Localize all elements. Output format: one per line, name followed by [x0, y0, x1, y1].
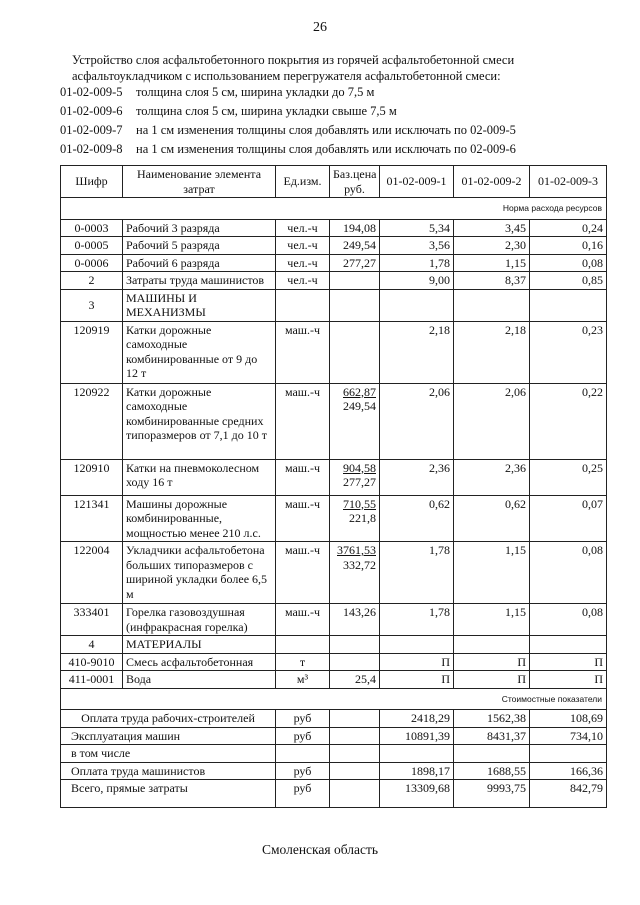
cell-unit: чел.-ч [276, 254, 330, 272]
col-header-price: Баз.цена руб. [330, 166, 380, 198]
cell-name: Затраты труда машинистов [123, 272, 276, 290]
table-row [61, 459, 607, 495]
cell-v3: П [530, 653, 607, 671]
cost-label: Стоимостные показатели [61, 688, 607, 710]
cell-price: 277,27 [330, 254, 380, 272]
cell-price [330, 542, 380, 604]
total-unit: руб [276, 727, 330, 745]
cell-unit: маш.-ч [276, 542, 330, 604]
cell-name: Катки дорожные самоходные комбинированные средних типоразмеров от 7,1 до 10 т [123, 383, 276, 459]
cell-name: МАТЕРИАЛЫ [123, 636, 276, 654]
price-top: 710,55 [343, 496, 376, 511]
cell-v1: 1,78 [380, 604, 454, 636]
total-unit: руб [276, 710, 330, 728]
total-row [61, 710, 607, 728]
cell-v3: 0,23 [530, 321, 607, 383]
code-id: 01-02-009-6 [60, 104, 123, 118]
cell-v1: 1,78 [380, 542, 454, 604]
cell-unit: м³ [276, 671, 330, 689]
norm-label-row [61, 198, 607, 220]
footer-region: Смоленская область [261, 842, 379, 857]
cell-v2: 2,30 [454, 237, 530, 255]
price-bottom: 249,54 [343, 399, 376, 413]
cell-code: 0-0006 [61, 254, 123, 272]
cell-unit: маш.-ч [276, 383, 330, 459]
table-row [61, 237, 607, 255]
cell-name: Горелка газовоздушная (инфракрасная горелка) [123, 604, 276, 636]
cell-unit: маш.-ч [276, 459, 330, 495]
cell-code: 120919 [61, 321, 123, 383]
cell-name: Вода [123, 671, 276, 689]
total-row [61, 780, 607, 808]
total-v1: 13309,68 [380, 780, 454, 808]
cell-name: Машины дорожные комбинированные, мощностью менее 210 л.с. [123, 495, 276, 542]
cell-v3: 0,22 [530, 383, 607, 459]
cell-name: Катки дорожные самоходные комбинированные от 9 до 12 т [123, 321, 276, 383]
total-name: Оплата труда машинистов [61, 762, 276, 780]
table-row [61, 495, 607, 542]
col-header-unit: Ед.изм. [276, 166, 330, 198]
col-header-c3: 01-02-009-3 [530, 166, 607, 198]
cell-v2: 1,15 [454, 604, 530, 636]
code-text: на 1 см изменения толщины слоя добавлять или исключать по 02-009-6 [136, 142, 516, 156]
cell-v1: 2,36 [380, 459, 454, 495]
cell-v2: 2,18 [454, 321, 530, 383]
cell-name: Рабочий 6 разряда [123, 254, 276, 272]
header-row [61, 166, 607, 198]
cell-v1: 3,56 [380, 237, 454, 255]
table-row [61, 254, 607, 272]
code-line [60, 142, 516, 157]
cell-v2: 0,62 [454, 495, 530, 542]
cell-v3: 0,24 [530, 219, 607, 237]
cell-v3: П [530, 671, 607, 689]
cell-v3: 0,07 [530, 495, 607, 542]
cell-v2: 1,15 [454, 542, 530, 604]
cell-price [330, 321, 380, 383]
total-v2: 1688,55 [454, 762, 530, 780]
section-row [61, 636, 607, 654]
table-row [61, 321, 607, 383]
cell-name: Рабочий 5 разряда [123, 237, 276, 255]
total-name: Оплата труда рабочих-строителей [61, 710, 276, 728]
cell-v2: 8,37 [454, 272, 530, 290]
total-row [61, 727, 607, 745]
total-unit: руб [276, 780, 330, 808]
table-row [61, 671, 607, 689]
section-row [61, 272, 607, 290]
col-header-name: Наименование элемента затрат [123, 166, 276, 198]
price-top: 662,87 [343, 384, 376, 399]
col-header-code: Шифр [61, 166, 123, 198]
cost-label-row [61, 688, 607, 710]
code-text: толщина слоя 5 см, ширина укладки до 7,5 м [136, 85, 375, 99]
cell-unit: чел.-ч [276, 237, 330, 255]
price-bottom: 221,8 [349, 511, 376, 525]
total-v1: 1898,17 [380, 762, 454, 780]
total-v3: 108,69 [530, 710, 607, 728]
total-name: Всего, прямые затраты [61, 780, 276, 808]
cell-code: 411-0001 [61, 671, 123, 689]
cell-v1: П [380, 653, 454, 671]
cell-price [330, 653, 380, 671]
cell-price [330, 495, 380, 542]
cell-unit: чел.-ч [276, 219, 330, 237]
cell-v3: 0,08 [530, 604, 607, 636]
col-header-c1: 01-02-009-1 [380, 166, 454, 198]
table-row [61, 604, 607, 636]
cell-price [330, 459, 380, 495]
cell-unit: чел.-ч [276, 272, 330, 290]
cell-v3: 0,85 [530, 272, 607, 290]
cell-v2: 2,36 [454, 459, 530, 495]
cell-code: 122004 [61, 542, 123, 604]
cell-v2: П [454, 653, 530, 671]
cell-name: Смесь асфальтобетонная [123, 653, 276, 671]
cell-v3: 0,25 [530, 459, 607, 495]
cell-name: Укладчики асфальтобетона больших типоразмеров с шириной укладки более 6,5 м [123, 542, 276, 604]
cell-code: 4 [61, 636, 123, 654]
cell-v3: 0,08 [530, 254, 607, 272]
total-v3: 166,36 [530, 762, 607, 780]
cell-v2: П [454, 671, 530, 689]
code-id: 01-02-009-5 [60, 85, 123, 99]
price-bottom: 277,27 [343, 475, 376, 489]
code-text: толщина слоя 5 см, ширина укладки свыше 7,5 м [136, 104, 397, 118]
norm-label: Норма расхода ресурсов [61, 198, 607, 220]
resource-table [60, 165, 607, 808]
cell-v1: П [380, 671, 454, 689]
cell-code: 0-0003 [61, 219, 123, 237]
cell-v3: 0,16 [530, 237, 607, 255]
cell-unit: маш.-ч [276, 321, 330, 383]
cell-unit: маш.-ч [276, 604, 330, 636]
code-id: 01-02-009-8 [60, 142, 123, 156]
cell-v3: 0,08 [530, 542, 607, 604]
cell-code: 2 [61, 272, 123, 290]
total-v2: 9993,75 [454, 780, 530, 808]
cell-code: 121341 [61, 495, 123, 542]
cell-name: Катки на пневмоколесном ходу 16 т [123, 459, 276, 495]
cell-v1: 1,78 [380, 254, 454, 272]
cell-code: 3 [61, 289, 123, 321]
col-header-c2: 01-02-009-2 [454, 166, 530, 198]
total-name: в том числе [61, 745, 276, 763]
table-row [61, 653, 607, 671]
cell-price: 194,08 [330, 219, 380, 237]
code-line [60, 123, 516, 138]
cell-price: 25,4 [330, 671, 380, 689]
total-v2: 8431,37 [454, 727, 530, 745]
cell-v2: 1,15 [454, 254, 530, 272]
code-line [60, 104, 397, 119]
total-unit: руб [276, 762, 330, 780]
cell-code: 410-9010 [61, 653, 123, 671]
cell-unit: маш.-ч [276, 495, 330, 542]
code-line [60, 85, 374, 100]
total-v3: 734,10 [530, 727, 607, 745]
cell-v1: 2,06 [380, 383, 454, 459]
cell-unit: т [276, 653, 330, 671]
cell-v2: 3,45 [454, 219, 530, 237]
cell-code: 120910 [61, 459, 123, 495]
cell-price: 143,26 [330, 604, 380, 636]
cell-code: 120922 [61, 383, 123, 459]
table-row [61, 542, 607, 604]
cell-name: Рабочий 3 разряда [123, 219, 276, 237]
cell-v1: 5,34 [380, 219, 454, 237]
cell-name: МАШИНЫ И МЕХАНИЗМЫ [123, 289, 276, 321]
cell-price [330, 272, 380, 290]
document-title: Устройство слоя асфальтобетонного покрытия из горячей асфальтобетонной смеси асфальтоукладчиком с использованием перегружателя асфальтобетонной смеси: [72, 53, 515, 83]
price-top: 904,58 [343, 460, 376, 475]
table-row [61, 383, 607, 459]
cell-price [330, 383, 380, 459]
cell-code: 0-0005 [61, 237, 123, 255]
price-top: 3761,53 [337, 543, 376, 557]
price-bottom: 332,72 [343, 557, 376, 572]
code-id: 01-02-009-7 [60, 123, 123, 137]
total-row [61, 745, 607, 763]
total-v2: 1562,38 [454, 710, 530, 728]
cell-code: 333401 [61, 604, 123, 636]
section-row [61, 289, 607, 321]
cell-v2: 2,06 [454, 383, 530, 459]
table-row [61, 219, 607, 237]
total-v3: 842,79 [530, 780, 607, 808]
cell-v1: 2,18 [380, 321, 454, 383]
total-v1: 10891,39 [380, 727, 454, 745]
page-number: 26 [313, 20, 327, 35]
code-text: на 1 см изменения толщины слоя добавлять или исключать по 02-009-5 [136, 123, 516, 137]
total-v1: 2418,29 [380, 710, 454, 728]
cell-v1: 9,00 [380, 272, 454, 290]
cell-price: 249,54 [330, 237, 380, 255]
total-row [61, 762, 607, 780]
total-name: Эксплуатация машин [61, 727, 276, 745]
cell-v1: 0,62 [380, 495, 454, 542]
